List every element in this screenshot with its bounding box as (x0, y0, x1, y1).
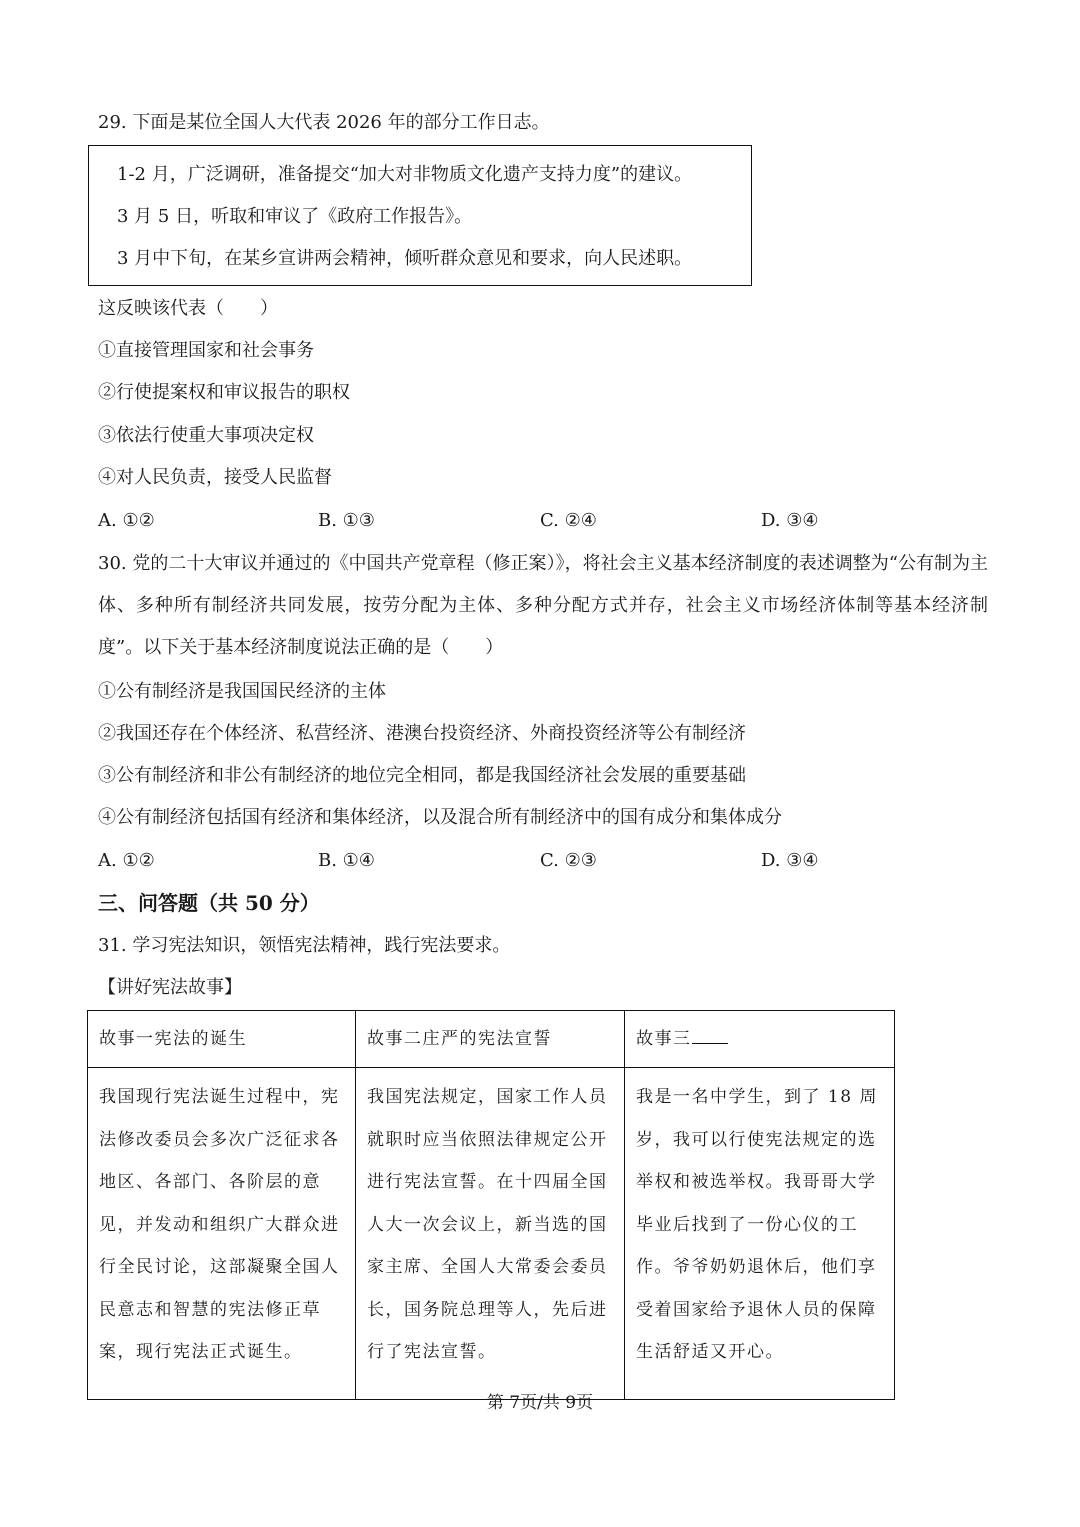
q29-statement-2: ②行使提案权和审议报告的职权 (98, 382, 350, 403)
table-header-story-2: 故事二庄严的宪法宣誓 (356, 1011, 625, 1068)
answer-blank (692, 1042, 728, 1044)
q29-log-line-2: 3 月 5 日，听取和审议了《政府工作报告》。 (117, 206, 473, 227)
q29-statement-4: ④对人民负责，接受人民监督 (98, 467, 332, 488)
section-title: 三、问答题（共 50 分） (98, 891, 320, 915)
q29-option-c: C. ②④ (540, 510, 597, 531)
table-cell-story-1: 我国现行宪法诞生过程中，宪法修改委员会多次广泛征求各地区、各部门、各阶层的意见，并发动和组织广大群众进行全民讨论，这部凝聚全国人民意志和智慧的宪法修正草案，现行宪法正式诞生。 (88, 1068, 356, 1400)
table-header-row (88, 1011, 895, 1068)
constitution-stories-table (87, 1010, 895, 1400)
q29-statement-3: ③依法行使重大事项决定权 (98, 425, 314, 446)
q29-stem: 29. 下面是某位全国人大代表 2026 年的部分工作日志。 (98, 112, 550, 133)
table-cell-story-2: 我国宪法规定，国家工作人员就职时应当依照法律规定公开进行宪法宣誓。在十四届全国人大一次会议上，新当选的国家主席、全国人大常委会委员长，国务院总理等人，先后进行了宪法宣誓。 (356, 1068, 625, 1400)
q30-statement-4: ④公有制经济包括国有经济和集体经济，以及混合所有制经济中的国有成分和集体成分 (98, 807, 782, 828)
q29-log-line-3: 3 月中下旬，在某乡宣讲两会精神，倾听群众意见和要求，向人民述职。 (117, 248, 693, 269)
table-header-story-3 (625, 1011, 895, 1068)
story-3-label: 故事三 (636, 1029, 692, 1049)
q30-statement-1: ①公有制经济是我国国民经济的主体 (98, 681, 386, 702)
q31-subheading: 【讲好宪法故事】 (98, 977, 242, 998)
q30-option-c: C. ②③ (540, 850, 597, 871)
q29-option-a: A. ①② (98, 510, 155, 531)
table-header-story-1: 故事一宪法的诞生 (88, 1011, 356, 1068)
q29-option-d: D. ③④ (761, 510, 819, 531)
q30-option-b: B. ①④ (318, 850, 375, 871)
q29-log-line-1: 1-2 月，广泛调研，准备提交“加大对非物质文化遗产支持力度”的建议。 (117, 164, 693, 185)
q30-statement-2: ②我国还存在个体经济、私营经济、港澳台投资经济、外商投资经济等公有制经济 (98, 723, 746, 744)
q29-statement-1: ①直接管理国家和社会事务 (98, 340, 314, 361)
table-cell-story-3: 我是一名中学生，到了 18 周岁，我可以行使宪法规定的选举权和被选举权。我哥哥大学毕业后找到了一份心仪的工作。爷爷奶奶退休后，他们享受着国家给予退休人员的保障生活舒适又开心。 (625, 1068, 895, 1400)
q29-option-b: B. ①③ (318, 510, 375, 531)
q30-stem: 30. 党的二十大审议并通过的《中国共产党章程（修正案）》，将社会主义基本经济制度的表述调整为“公有制为主体、多种所有制经济共同发展，按劳分配为主体、多种分配方式并存，社会主义市场经济体制等基本经济制度”。以下关于基本经济制度说法正确的是（ ） (98, 553, 988, 658)
table-row (88, 1068, 895, 1400)
q30-option-d: D. ③④ (761, 850, 819, 871)
q29-work-log-box (88, 145, 752, 286)
q31-stem: 31. 学习宪法知识，领悟宪法精神，践行宪法要求。 (98, 935, 511, 956)
page-footer: 第 7页/共 9页 (486, 1393, 594, 1413)
q29-question: 这反映该代表（ ） (98, 298, 278, 319)
q30-statement-3: ③公有制经济和非公有制经济的地位完全相同，都是我国经济社会发展的重要基础 (98, 765, 746, 786)
q30-option-a: A. ①② (98, 850, 155, 871)
